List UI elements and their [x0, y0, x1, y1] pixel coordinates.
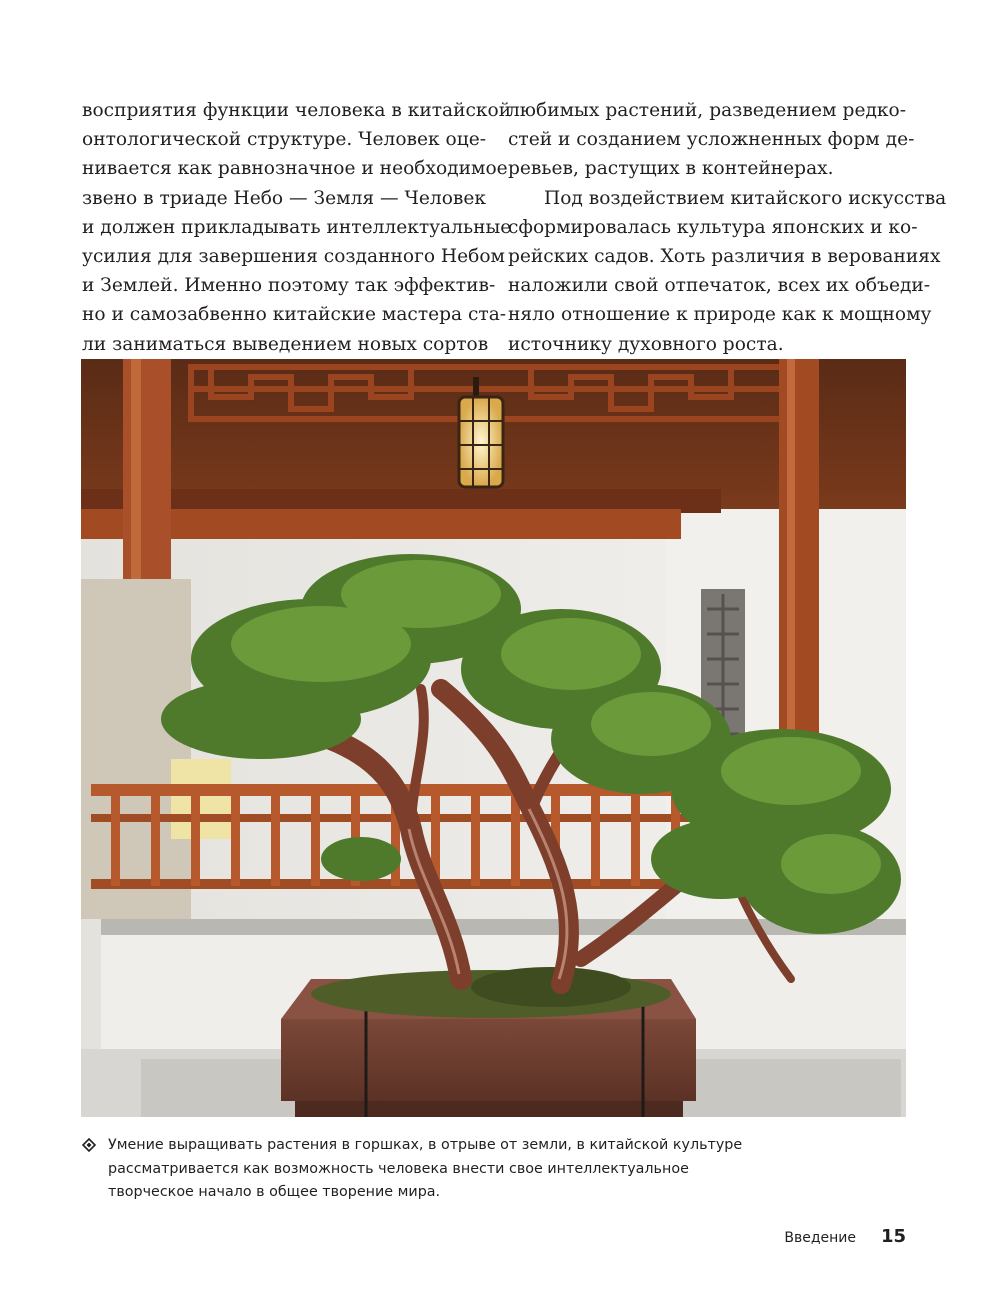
text-line: сформировалась культура японских и ко- — [508, 216, 918, 238]
right-paragraph-1 — [508, 96, 915, 184]
text-line: но и самозабвенно китайские мастера ста- — [82, 304, 507, 326]
left-text-column — [82, 96, 512, 359]
text-line: онтологической структуре. Человек оце- — [82, 129, 486, 151]
running-footer-section: Введение — [784, 1230, 856, 1246]
text-line: источнику духовного роста. — [508, 333, 784, 355]
text-line: звено в триаде Небо — Земля — Человек — [82, 187, 487, 209]
text-line: наложили свой отпечаток, всех их объеди- — [508, 275, 931, 297]
caption-text — [108, 1134, 782, 1205]
text-line: и Землей. Именно поэтому так эффектив- — [82, 275, 496, 297]
text-line: восприятия функции человека в китайской — [82, 100, 512, 121]
right-text-column — [508, 96, 947, 359]
caption-line: Умение выращивать растения в горшках, в отрыве от земли, в китайской культуре — [108, 1137, 743, 1153]
caption-line: рассматривается как возможность человека внести свое интеллектуальное — [108, 1160, 689, 1177]
text-line: нивается как равнозначное и необходимое — [82, 158, 508, 180]
text-line: Под воздействием китайского искусства — [544, 187, 947, 209]
photo-caption — [82, 1134, 782, 1205]
text-line: и должен прикладывать интеллектуальные — [82, 216, 512, 238]
text-line: ли заниматься выведением новых сортов — [82, 333, 489, 355]
text-line: рейских садов. Хоть различия в верованиях — [508, 246, 941, 268]
text-line: стей и созданием усложненных форм де- — [508, 129, 915, 151]
text-line: няло отношение к природе как к мощному — [508, 304, 932, 326]
text-line: усилия для завершения созданного Небом — [82, 246, 505, 268]
page-number: 15 — [880, 1226, 906, 1247]
right-paragraph-2 — [508, 184, 947, 359]
text-line: любимых растений, разведением редко- — [508, 100, 906, 121]
caption-line: творческое начало в общее творение мира. — [108, 1184, 441, 1200]
text-line: ревьев, растущих в контейнерах. — [508, 158, 834, 180]
left-paragraph — [82, 96, 512, 359]
diamond-bullet-icon — [82, 1138, 96, 1152]
bonsai-photo — [81, 359, 906, 1117]
